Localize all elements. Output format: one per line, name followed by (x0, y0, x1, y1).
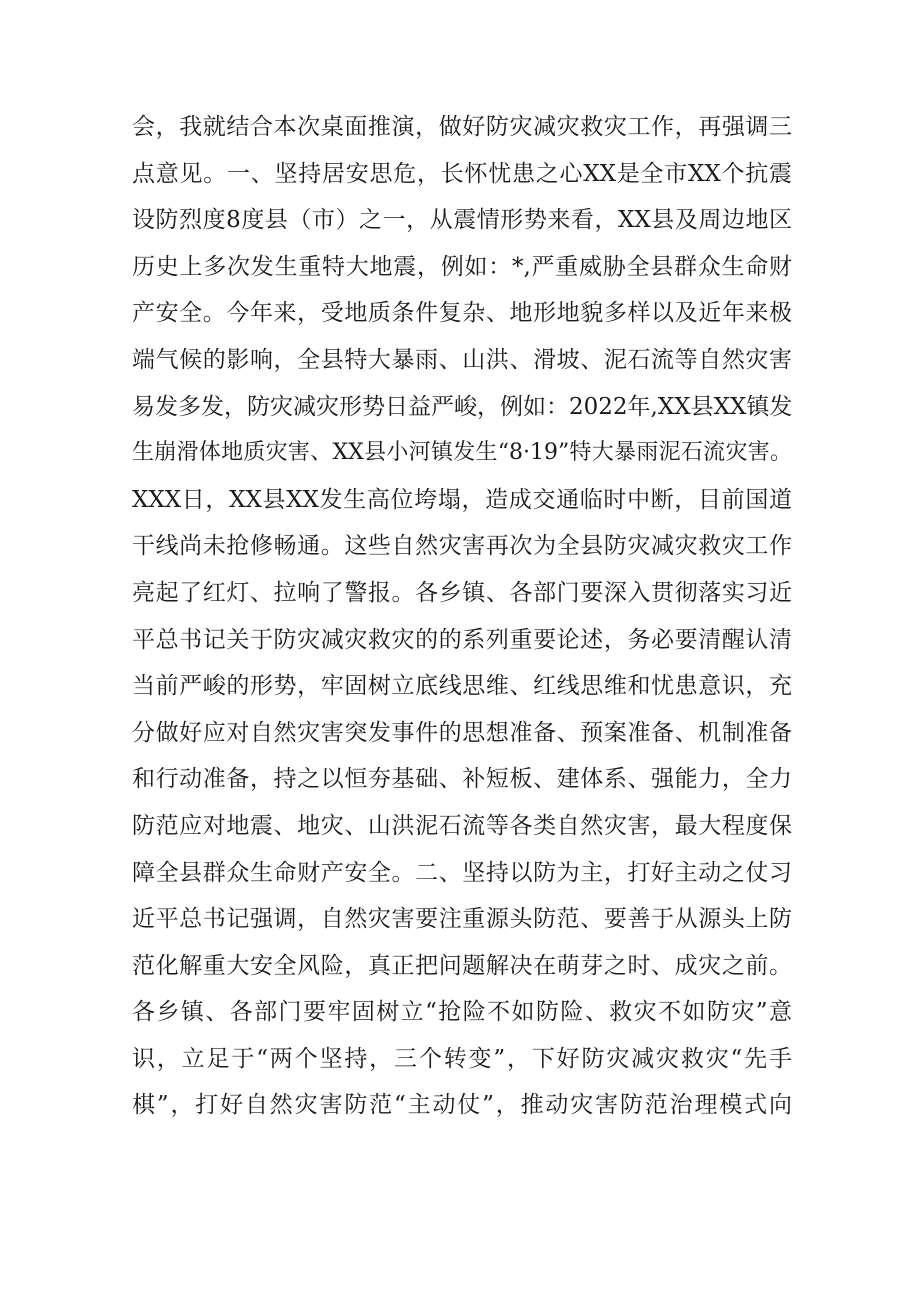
document-body (132, 104, 792, 1129)
text-line-20: 各乡镇、各部门要牢固树立“抢险不如防险、救灾不如防灾”意 (132, 999, 792, 1026)
text-line-19: 范化解重大安全风险，真正把问题解决在萌芽之时、成灾之前。 (132, 952, 792, 979)
text-line-12: 平总书记关于防灾减灾救灾的的系列重要论述，务必要清醒认清 (132, 626, 792, 653)
text-line-6: 端气候的影响，全县特大暴雨、山洪、滑坡、泥石流等自然灾害 (132, 346, 792, 373)
text-line-9: XXX日，XX县XX发生高位垮塌，造成交通临时中断，目前国道 (132, 486, 792, 513)
text-line-8: 生崩滑体地质灾害、XX县小河镇发生“8·19”特大暴雨泥石流灾害。 (132, 440, 792, 466)
text-line-15: 和行动准备，持之以恒夯基础、补短板、建体系、强能力，全力 (132, 766, 792, 793)
text-line-11: 亮起了红灯、拉响了警报。各乡镇、各部门要深入贯彻落实习近 (132, 579, 792, 606)
text-line-18: 近平总书记强调，自然灾害要注重源头防范、要善于从源头上防 (132, 906, 792, 933)
text-line-1: 会，我就结合本次桌面推演，做好防灾减灾救灾工作，再强调三 (132, 114, 792, 140)
text-line-7: 易发多发，防灾减灾形势日益严峻，例如：2022年,XX县XX镇发 (132, 393, 792, 420)
text-line-17: 障全县群众生命财产安全。二、坚持以防为主，打好主动之仗习 (132, 859, 792, 886)
text-line-5: 产安全。今年来，受地质条件复杂、地形地貌多样以及近年来极 (132, 300, 792, 327)
text-line-10: 干线尚未抢修畅通。这些自然灾害再次为全县防灾减灾救灾工作 (132, 533, 792, 560)
text-line-3: 设防烈度8度县（市）之一，从震情形势来看，XX县及周边地区 (132, 207, 792, 234)
text-line-4: 历史上多次发生重特大地震，例如：*,严重威胁全县群众生命财 (132, 253, 792, 280)
text-line-13: 当前严峻的形势，牢固树立底线思维、红线思维和忧患意识，充 (132, 673, 792, 700)
text-line-22: 棋”，打好自然灾害防范“主动仗”，推动灾害防范治理模式向 (132, 1092, 792, 1119)
text-line-21: 识，立足于“两个坚持，三个转变”，下好防灾减灾救灾“先手 (132, 1045, 792, 1072)
text-line-2: 点意见。一、坚持居安思危，长怀忧患之心XX是全市XX个抗震 (132, 160, 792, 187)
text-line-14: 分做好应对自然灾害突发事件的思想准备、预案准备、机制准备 (132, 719, 792, 746)
text-line-16: 防范应对地震、地灾、山洪泥石流等各类自然灾害，最大程度保 (132, 812, 792, 839)
